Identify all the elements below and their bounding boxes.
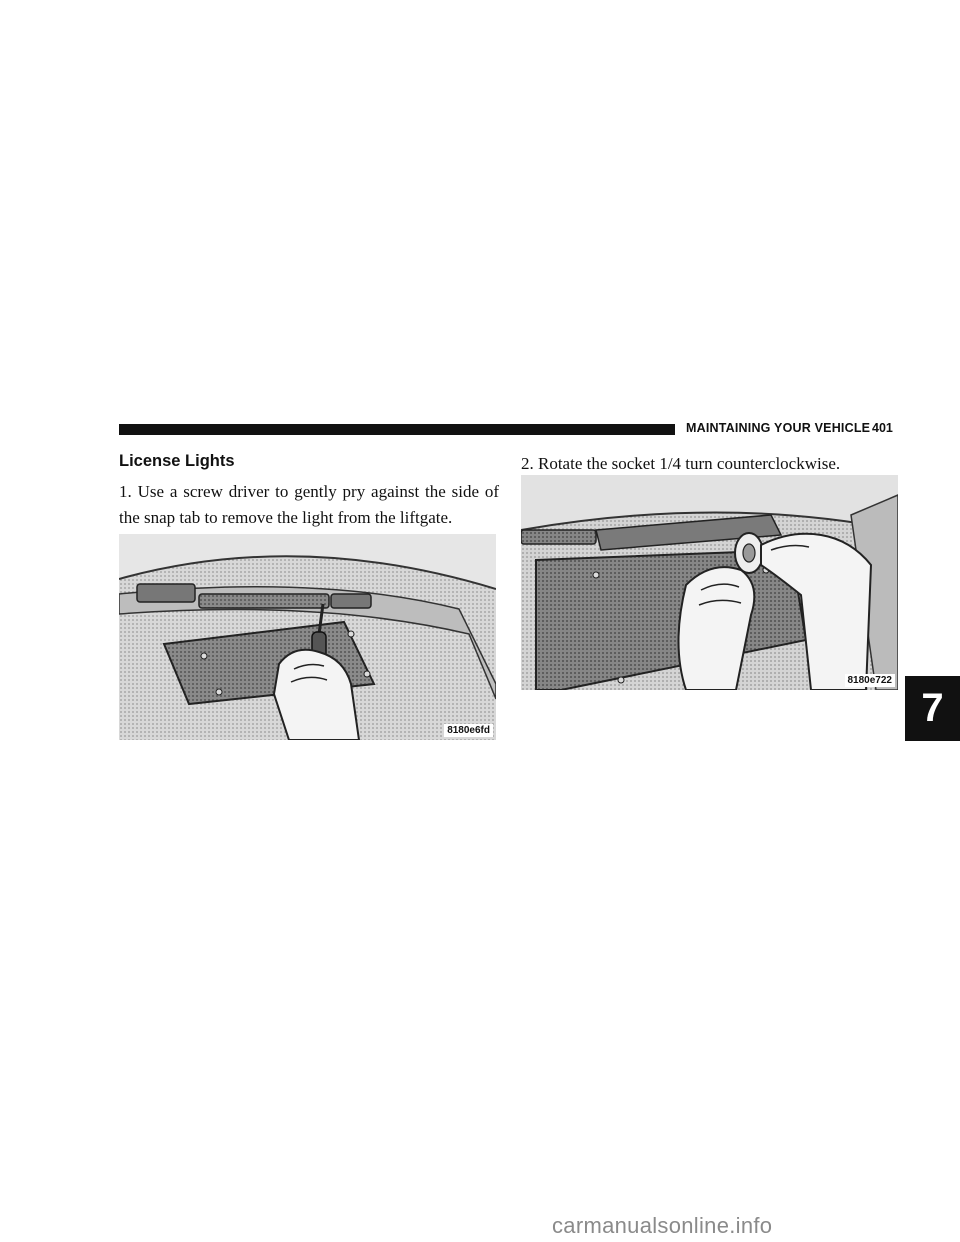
- license-light-pry-illustration: [119, 534, 496, 740]
- figure-code-label: 8180e6fd: [444, 724, 493, 737]
- header-rule: [119, 424, 675, 435]
- running-header-title: MAINTAINING YOUR VEHICLE: [686, 421, 871, 435]
- step-1-text: 1. Use a screw driver to gently pry against the side of the snap tab to remove the light from the liftgate.: [119, 482, 499, 527]
- rotate-socket-illustration: [521, 475, 898, 690]
- section-heading: License Lights: [119, 452, 235, 470]
- step-2-text: 2. Rotate the socket 1/4 turn counterclockwise.: [521, 454, 841, 473]
- figure-code-label: 8180e722: [845, 674, 896, 687]
- chapter-tab: 7: [905, 676, 960, 741]
- page-number: 401: [872, 421, 893, 435]
- watermark: carmanualsonline.info: [552, 1213, 773, 1238]
- figure-pry-license-light: [119, 534, 496, 740]
- figure-rotate-socket: [521, 475, 898, 690]
